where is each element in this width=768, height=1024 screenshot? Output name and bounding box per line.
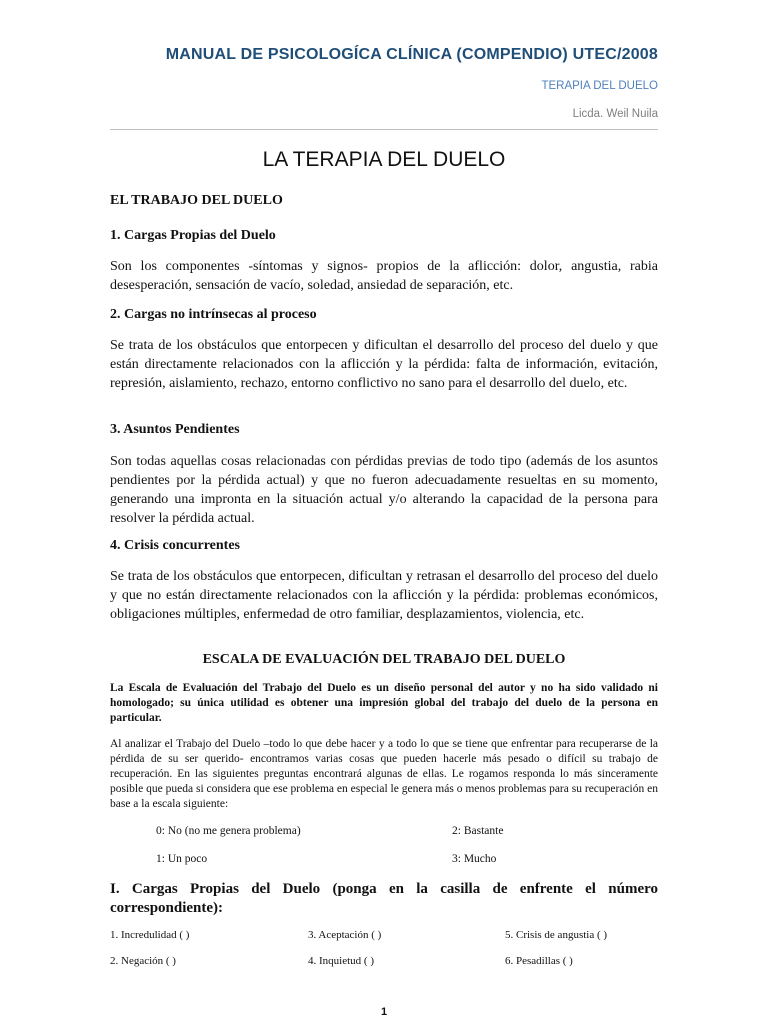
section-4-body: Se trata de los obstáculos que entorpecen, dificultan y retrasan el desarrollo del proceso del duelo y que no están directamente relacionados con la aflicción y la pérdida: problemas económicos, obligaciones múltiples, enfermedad de otro familiar, desplazamientos, violencia, etc. [110, 569, 658, 622]
scale-option: 2: Bastante [452, 825, 504, 837]
scale-intro: Al analizar el Trabajo del Duelo –todo lo que debe hacer y a todo lo que se tiene que enfrentar para recuperarse de la pérdida de su ser querido- encontramos varias cosas que pueden hacerle más pesado o difícil su trabajo de recuperación. En las siguientes preguntas encontrará algunas de ellas. Le rogamos responda lo más sinceramente posible que pueda si considera que ese problema en especial le genera más o menos problemas para su recuperación en base a la escala siguiente: [110, 738, 658, 810]
header-subtitle: TERAPIA DEL DUELO [541, 80, 658, 92]
part-heading: I. Cargas Propias del Duelo (ponga en la casilla de enfrente el número correspondiente): [110, 881, 658, 916]
header-divider [110, 129, 658, 130]
header-author: Licda. Weil Nuila [572, 108, 658, 120]
section-3-heading: 3. Asuntos Pendientes [110, 422, 240, 437]
header-title: MANUAL DE PSICOLOGÍCA CLÍNICA (COMPENDIO) UTEC/2008 [165, 46, 658, 63]
section-heading: EL TRABAJO DEL DUELO [110, 193, 283, 208]
section-4-heading: 4. Crisis concurrentes [110, 538, 240, 553]
section-2-heading: 2. Cargas no intrínsecas al proceso [110, 307, 317, 322]
section-3-body: Son todas aquellas cosas relacionadas con pérdidas previas de todo tipo (además de los asuntos pendientes por la pérdida actual) y que no fueron adecuadamente resueltas en su momento, generando una impronta en la situación actual y/o alterando la capacidad de la persona para resolver la pérdida actual. [110, 454, 658, 526]
document-title: LA TERAPIA DEL DUELO [262, 148, 506, 171]
scale-title: ESCALA DE EVALUACIÓN DEL TRABAJO DEL DUELO [202, 652, 566, 667]
checklist-item[interactable]: 2. Negación ( ) [110, 955, 176, 967]
checklist-item[interactable]: 4. Inquietud ( ) [308, 955, 374, 967]
scale-option: 1: Un poco [156, 853, 208, 865]
section-2-body: Se trata de los obstáculos que entorpecen y dificultan el desarrollo del proceso del duelo y que están directamente relacionados con la aflicción y la pérdida: falta de información, evitación, represión, aislamiento, rechazo, entorno conflictivo no sano para el desarrollo del duelo, etc. [110, 338, 658, 391]
checklist-item[interactable]: 6. Pesadillas ( ) [505, 955, 573, 967]
checklist-item[interactable]: 3. Aceptación ( ) [308, 929, 382, 941]
section-1-body: Son los componentes -síntomas y signos- propios de la aflicción: dolor, angustia, rabia desesperación, sensación de vacío, soledad, ansiedad de separación, etc. [110, 259, 658, 293]
page-number: 1 [380, 1006, 388, 1018]
scale-note: La Escala de Evaluación del Trabajo del Duelo es un diseño personal del autor y no ha sido validado ni homologado; su única utilidad es obtener una impresión global del trabajo del duelo de la persona en particular. [110, 682, 658, 724]
checklist-item[interactable]: 5. Crisis de angustia ( ) [505, 929, 608, 941]
scale-option: 0: No (no me genera problema) [156, 825, 301, 837]
checklist-item[interactable]: 1. Incredulidad ( ) [110, 929, 190, 941]
scale-option: 3: Mucho [452, 853, 497, 865]
section-1-heading: 1. Cargas Propias del Duelo [110, 228, 276, 243]
